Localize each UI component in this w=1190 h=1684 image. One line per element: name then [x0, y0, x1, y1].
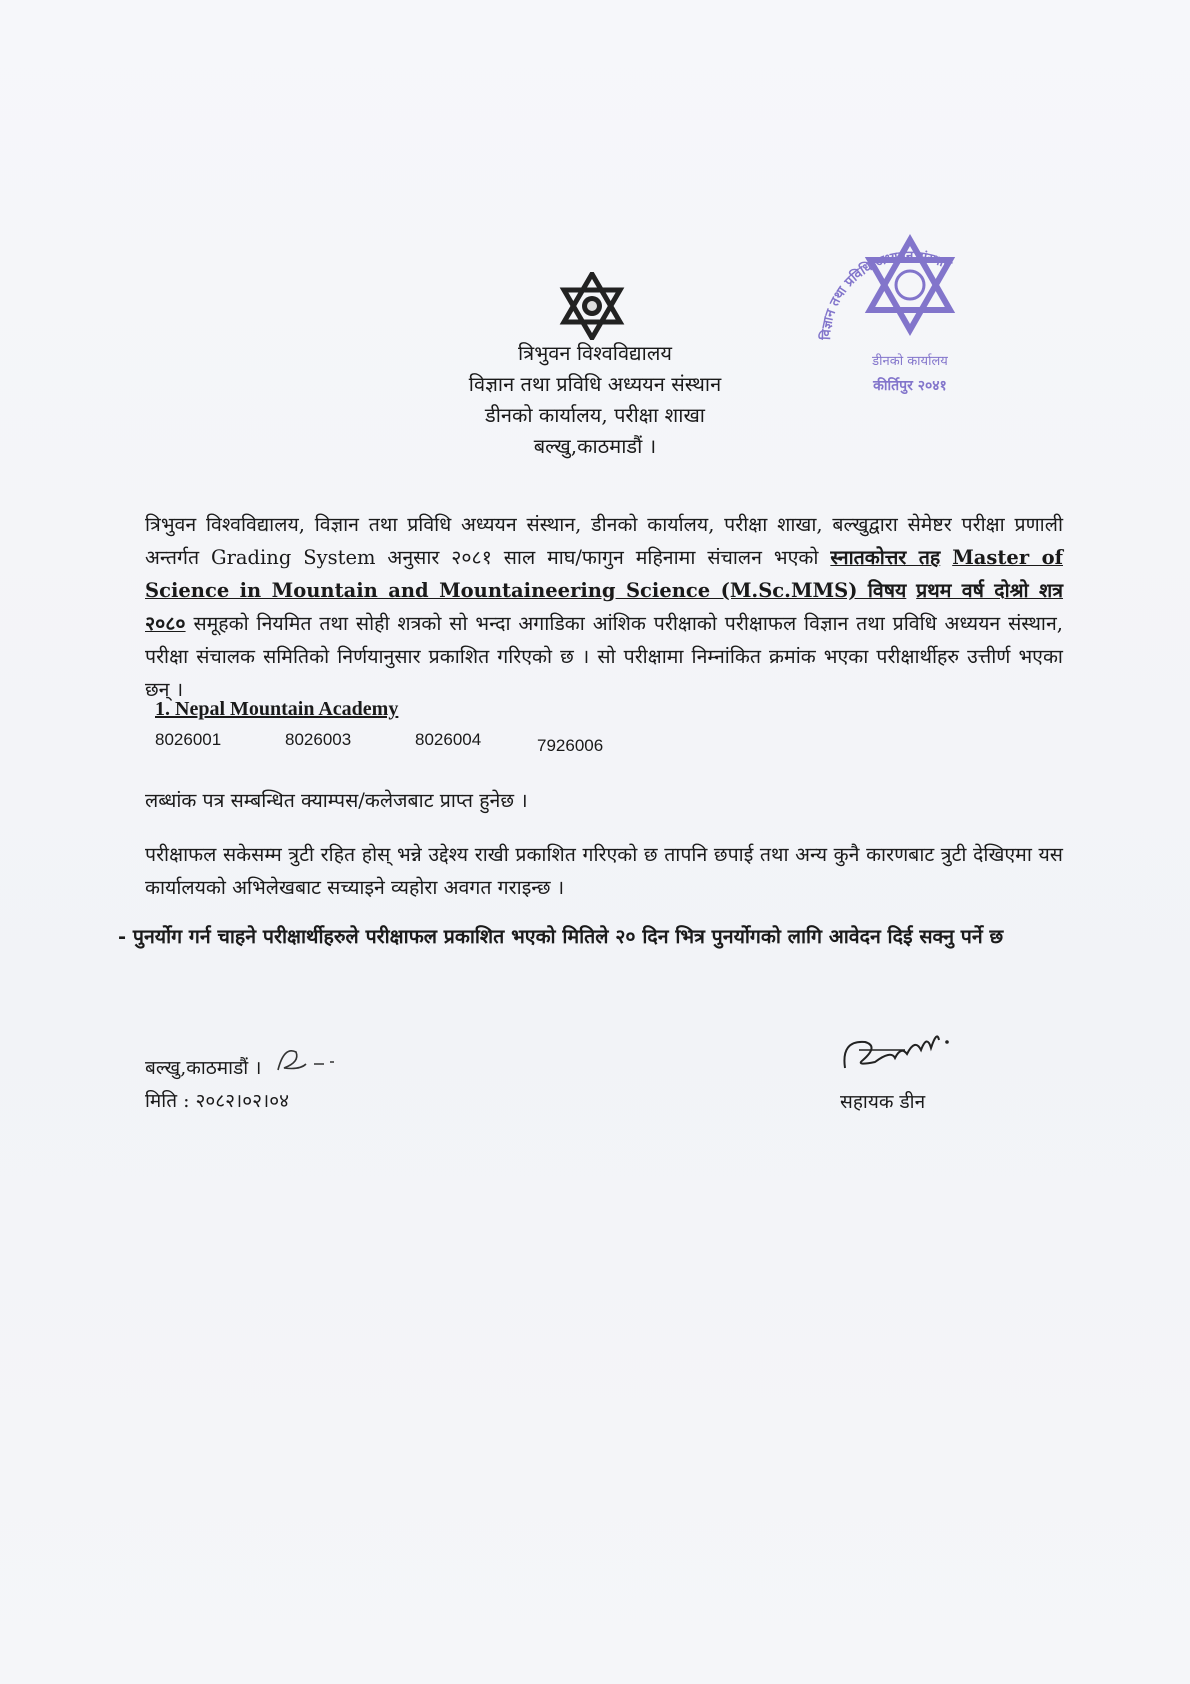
- issue-details: [145, 1052, 289, 1118]
- assistant-dean-signature: [835, 1020, 965, 1080]
- roll-number: 8026004: [415, 730, 482, 749]
- institute-name: विज्ञान तथा प्रविधि अध्ययन संस्थान: [468, 372, 722, 396]
- issue-place: बल्खु,काठमाडौं ।: [145, 1057, 262, 1079]
- level-label: स्नातकोत्तर तह: [830, 546, 941, 569]
- stamp-text-top: विज्ञान तथा प्रविधि अध्ययन संस्थान: [818, 248, 954, 341]
- announcement-intro: त्रिभुवन विश्वविद्यालय, विज्ञान तथा प्रविधि अध्ययन संस्थान, डीनको कार्यालय, परीक्षा शाखा, बल्खुद्वारा सेमेष्टर परीक्षा प्रणाली अन्तर्गत Grading System अनुसार २०८१ साल माघ/फागुन महिनामा संचालन भएको: [145, 513, 1063, 569]
- issue-date: मिति : २०८२।०२।०४: [145, 1090, 289, 1112]
- office-name: डीनको कार्यालय, परीक्षा शाखा: [485, 403, 705, 427]
- retotaling-note: - पुनर्योग गर्न चाहने परीक्षार्थीहरुले परीक्षाफल प्रकाशित भएको मितिले २० दिन भित्र पुनर्योगको लागि आवेदन दिई सक्नु पर्ने छ: [118, 925, 1004, 948]
- errata-note: परीक्षाफल सकेसम्म त्रुटी रहित होस् भन्ने उद्देश्य राखी प्रकाशित गरिएको छ तापनि छपाई तथा अन्य कुनै कारणबाट त्रुटी देखिएमा यस कार्यालयको अभिलेखबाट सच्याइने व्यहोरा अवगत गराइन्छ ।: [145, 843, 1063, 899]
- marksheet-note: लब्धांक पत्र सम्बन्धित क्याम्पस/कलेजबाट प्राप्त हुनेछ ।: [145, 789, 528, 812]
- university-logo-icon: [558, 272, 626, 340]
- letterhead: [420, 338, 770, 462]
- institution-heading: 1. Nepal Mountain Academy: [155, 698, 399, 720]
- stamp-text-mid: डीनको कार्यालय: [872, 354, 948, 369]
- roll-number: 8026003: [285, 730, 352, 749]
- announcement-rest: समूहको नियमित तथा सोही शत्रको सो भन्दा अगाडिका आंशिक परीक्षाको परीक्षाफल विज्ञान तथा प्रविधि अध्ययन संस्थान, परीक्षा संचालक समितिको निर्णयानुसार प्रकाशित गरिएको छ । सो परीक्षामा निम्नांकित क्रमांक भएका परीक्षार्थीहरु उत्तीर्ण भएका छन् ।: [145, 612, 1064, 701]
- roll-number: 8026001: [155, 730, 222, 749]
- stamp-text-bottom: कीर्तिपुर २०४१: [873, 378, 947, 394]
- initial-signature: [270, 1040, 350, 1080]
- university-name: त्रिभुवन विश्वविद्यालय: [517, 341, 673, 365]
- signatory-designation: सहायक डीन: [840, 1091, 926, 1113]
- program-label: Master of Science in Mountain and Mountaineering Science (M.Sc.MMS) विषय: [145, 546, 1063, 602]
- office-stamp: [810, 230, 1010, 430]
- office-address: बल्खु,काठमाडौं ।: [533, 434, 657, 458]
- year-label: प्रथम वर्ष दोश्रो शत्र २०८०: [145, 579, 1064, 635]
- result-announcement: [145, 508, 1063, 706]
- roll-number: 7926006: [537, 736, 604, 755]
